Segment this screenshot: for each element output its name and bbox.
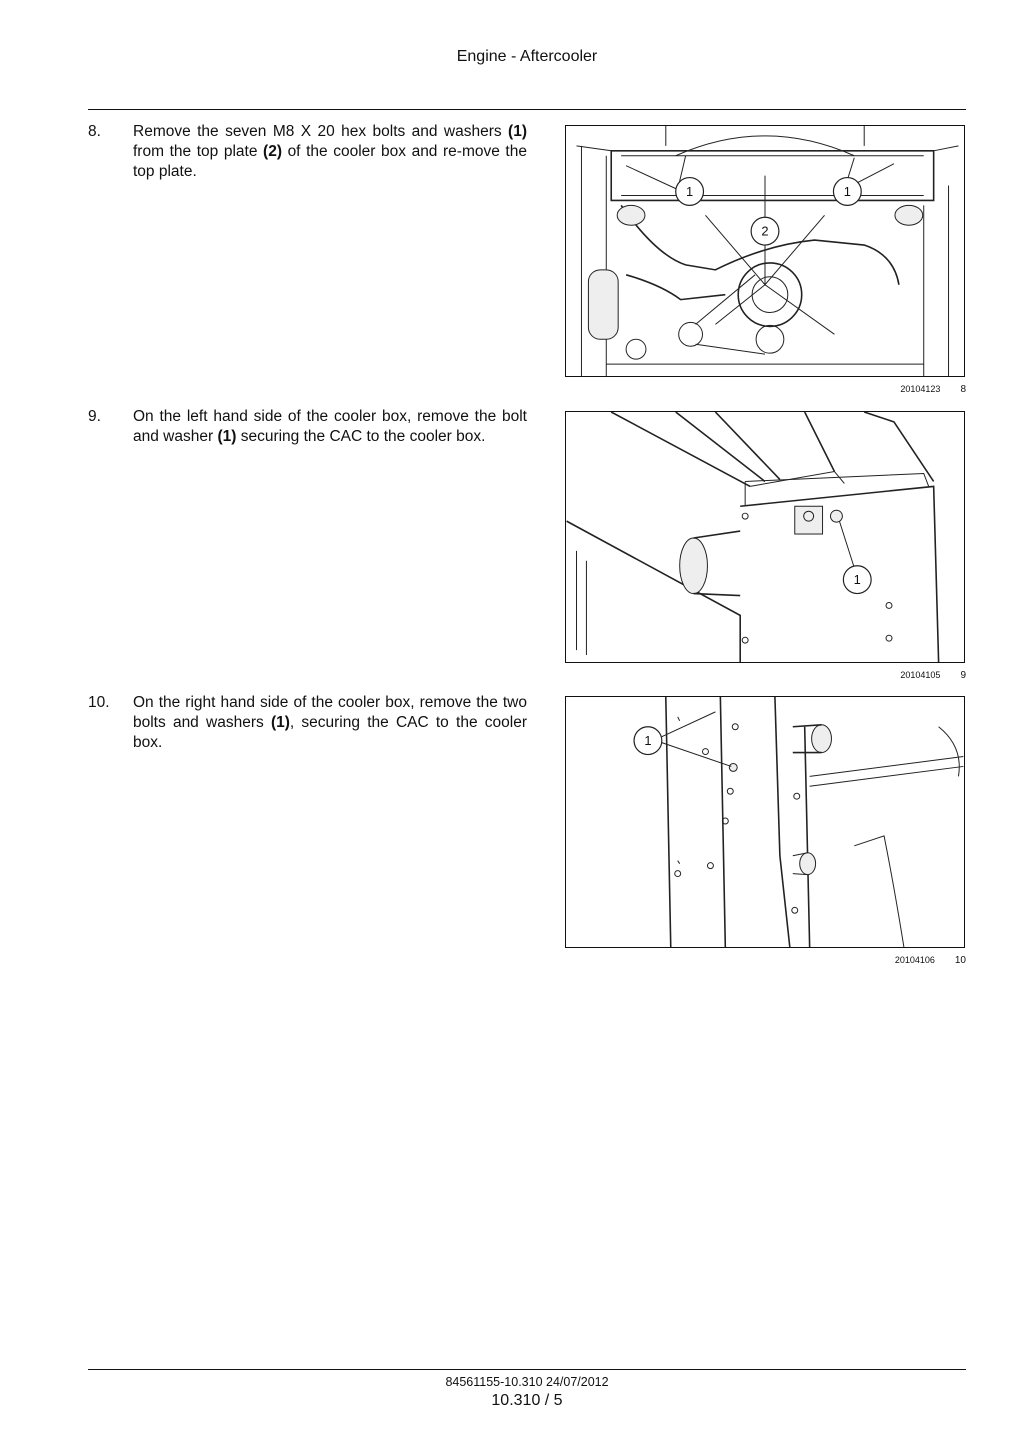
figure-number: 9 [960,670,966,681]
cooler-box-left-side-drawing [566,412,964,662]
cac-outlet-pipe [680,538,708,594]
text-run: securing the CAC to the cooler box. [236,428,486,445]
callout-ref: (2) [263,143,282,160]
callout-1-label: 1 [644,733,652,749]
callout-1-label: 1 [853,572,861,588]
step-text [133,693,527,753]
figure-number: 8 [960,384,966,395]
text-run: of the cooler box and re-move the top plate. [133,143,527,180]
step-number: 8. [88,123,101,140]
figure-10-caption [895,955,966,966]
text-run: from the top plate [133,143,264,160]
footer-rule [88,1369,966,1370]
bolt [729,763,737,771]
figure-code: 20104123 [900,384,941,394]
callout-ref: (1) [508,123,527,140]
cooler-box-right-side-drawing [566,697,964,947]
figure-number: 10 [954,955,966,966]
header-rule [88,109,966,110]
cooler-box-top-plate-drawing [566,126,964,376]
bolt [830,510,842,522]
callout-ref: (1) [217,428,237,445]
step-text [133,407,527,447]
text-run: , securing the CAC to the cooler box. [133,714,527,751]
cac-outlet-pipe [812,725,832,753]
step-number: 10. [88,694,110,711]
figure-8-caption [900,384,966,395]
figure-code: 20104105 [900,670,941,680]
text-run: Remove the seven M8 X 20 hex bolts and washers [133,123,509,140]
footer-document-code: 84561155-10.310 24/07/2012 [445,1375,609,1389]
text-run: On the right hand side of the cooler box, remove the two bolts and washers [133,694,527,731]
callout-2-label: 2 [761,223,769,239]
figure-9-caption [900,670,966,681]
figure-code: 20104106 [894,955,935,965]
step-text [133,122,527,182]
callout-ref: (1) [270,714,290,731]
step-number: 9. [88,408,101,425]
figure-9-illustration [565,411,965,663]
figure-10-illustration [565,696,965,948]
text-run: On the left hand side of the cooler box, remove the bolt and washer [133,408,527,445]
callout-1-right-label: 1 [843,183,851,199]
callout-1-left-label: 1 [686,183,694,199]
figure-8-illustration [565,125,965,377]
footer-page-number: 10.310 / 5 [491,1392,563,1409]
bracket [795,506,823,534]
page-header-title: Engine - Aftercooler [456,48,598,65]
